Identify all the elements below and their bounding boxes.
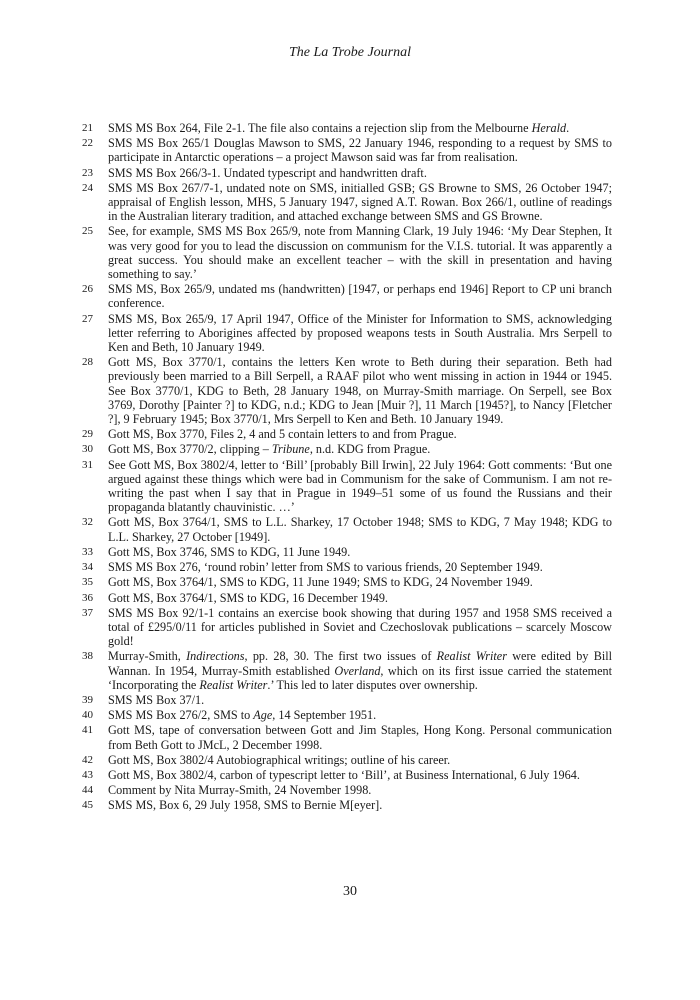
endnote: [82, 355, 612, 426]
text-run: SMS MS Box 92/1-1 contains an exercise book showing that during 1957 and 1958 SMS received a total of £295/0/11 for articles published in Soviet and Czechoslovak publications – scarcely Moscow gold!: [108, 605, 612, 649]
endnote-number: 25: [82, 225, 93, 238]
text-run: See Gott MS, Box 3802/4, letter to ‘Bill’ [probably Bill Irwin], 22 July 1964: Gott comments: ‘But one argued against these things which were bad in Communism for the sake of Communism. I am not re-writing the past when I say that in Prague in 1949–51 some of us found the Russians and their propaganda blatantly chauvinistic. …’: [108, 457, 612, 515]
endnote-number: 29: [82, 428, 93, 441]
text-run: Murray-Smith,: [108, 649, 187, 664]
running-head: The La Trobe Journal: [289, 45, 411, 60]
endnote-number: 35: [82, 576, 93, 589]
text-run: SMS MS, Box 265/9, undated ms (handwritten) [1947, or perhaps end 1946] Report to CP uni branch conference.: [108, 282, 612, 311]
endnote-text: [108, 753, 612, 767]
endnote-number: 32: [82, 516, 93, 529]
endnote: [82, 798, 612, 812]
text-run: SMS MS Box 276, ‘round robin’ letter from SMS to various friends, 20 September 1949.: [108, 560, 543, 575]
endnote: [82, 515, 612, 543]
page-number: 30: [343, 884, 357, 899]
endnote-number: 28: [82, 356, 93, 369]
endnote: [82, 224, 612, 281]
endnote-text: [108, 224, 612, 281]
endnote-number: 38: [82, 650, 93, 663]
text-run: SMS MS Box 37/1.: [108, 692, 205, 707]
endnote: [82, 783, 612, 797]
endnote: [82, 166, 612, 180]
text-run: Gott MS, Box 3764/1, SMS to KDG, 16 December 1949.: [108, 590, 388, 605]
endnote-text: [108, 693, 612, 707]
endnote: [82, 591, 612, 605]
text-run: SMS MS Box 264, File 2-1. The file also contains a rejection slip from the Melbourne: [108, 121, 532, 135]
endnote: [82, 442, 612, 456]
endnote: [82, 181, 612, 224]
text-run: SMS MS, Box 6, 29 July 1958, SMS to Bernie M[eyer].: [108, 798, 383, 813]
endnote-number: 42: [82, 753, 93, 766]
endnote: [82, 427, 612, 441]
text-run: SMS MS Box 265/1 Douglas Mawson to SMS, 22 January 1946, responding to a request by SMS to participate in Antarctic operations – a project Mawson said was far from realisation.: [108, 136, 612, 165]
endnote: [82, 121, 612, 135]
endnote-number: 24: [82, 181, 93, 194]
italic-title: Tribune: [271, 442, 310, 457]
endnote: [82, 723, 612, 751]
endnote: [82, 136, 612, 164]
text-run: , which on its first issue carried the statement ‘Incorporating the: [108, 663, 612, 692]
text-run: SMS MS Box 267/7-1, undated note on SMS, initialled GSB; GS Browne to SMS, 26 October 1947; appraisal of English lesson, MHS, 5 January 1947, signed A.T. Rowan. Box 266/1, outline of readings in the Australian literary tradition, and attached exchange between SMS and GS Browne.: [108, 180, 612, 224]
italic-title: Realist Writer: [199, 677, 268, 692]
text-run: Gott MS, tape of conversation between Gott and Jim Staples, Hong Kong. Personal communication from Beth Gott to JMcL, 2 December 1998.: [108, 723, 612, 752]
endnote-number: 30: [82, 443, 93, 456]
text-run: Gott MS, Box 3770/1, contains the letters Ken wrote to Beth during their separation. Beth had previously been married to a Bill Serpell, a RAAF pilot who went missing in action in 1944 or 1945. See Box 3770/1, KDG to Beth, 28 January 1948, on Murray-Smith marriage. On Serpell, see Box 3769, Dorothy [Painter ?] to KDG, n.d.; KDG to Jean [Muir ?], 11 March [1945?], to Nancy [Fletcher ?], 9 February 1945; Box 3770/1, Mrs Serpell to Ken and Beth. 10 January 1949.: [108, 355, 612, 427]
endnote-text: [108, 181, 612, 224]
endnote: [82, 693, 612, 707]
text-run: SMS MS, Box 265/9, 17 April 1947, Office of the Minister for Information to SMS, acknowledging letter referring to Aborigines affected by proposed weapons tests in South Australia. Mrs Serpell to Ken and Beth, 10 January 1949.: [108, 311, 612, 355]
endnote-number: 23: [82, 166, 93, 179]
italic-title: Indirections: [186, 649, 245, 664]
endnote-text: [108, 282, 612, 310]
text-run: Comment by Nita Murray-Smith, 24 November 1998.: [108, 783, 372, 798]
endnote: [82, 545, 612, 559]
endnote-text: [108, 575, 612, 589]
endnote-number: 44: [82, 784, 93, 797]
endnote-text: [108, 708, 612, 722]
endnote-text: [108, 723, 612, 751]
endnote-number: 26: [82, 283, 93, 296]
italic-title: Herald: [531, 121, 567, 135]
endnote: [82, 560, 612, 574]
italic-title: Age: [253, 708, 273, 723]
endnote-number: 41: [82, 724, 93, 737]
endnote-number: 43: [82, 768, 93, 781]
endnote-text: [108, 545, 612, 559]
endnote-number: 33: [82, 545, 93, 558]
endnote-number: 40: [82, 709, 93, 722]
endnote-number: 27: [82, 312, 93, 325]
endnote-number: 34: [82, 561, 93, 574]
endnote: [82, 458, 612, 515]
text-run: SMS MS Box 266/3-1. Undated typescript and handwritten draft.: [108, 165, 427, 180]
endnote-number: 39: [82, 693, 93, 706]
text-run: .’ This led to later disputes over ownership.: [267, 677, 478, 692]
endnote-text: [108, 649, 612, 692]
endnote-text: [108, 121, 612, 135]
endnote-text: [108, 166, 612, 180]
endnote-number: 36: [82, 591, 93, 604]
endnote-number: 37: [82, 606, 93, 619]
endnote: [82, 649, 612, 692]
text-run: Gott MS, Box 3770, Files 2, 4 and 5 contain letters to and from Prague.: [108, 427, 457, 442]
endnote-text: [108, 442, 612, 456]
endnote-number: 22: [82, 137, 93, 150]
endnote-text: [108, 591, 612, 605]
text-run: were edited by Bill Wannan. In 1954, Murray-Smith established: [108, 649, 612, 678]
endnote-text: [108, 515, 612, 543]
endnote-text: [108, 312, 612, 355]
endnote: [82, 708, 612, 722]
italic-title: Realist Writer: [436, 649, 507, 664]
text-run: , n.d. KDG from Prague.: [309, 442, 431, 457]
endnote: [82, 606, 612, 649]
text-run: Gott MS, Box 3764/1, SMS to L.L. Sharkey, 17 October 1948; SMS to KDG, 7 May 1948; KDG to L.L. Sharkey, 27 October [1949].: [108, 515, 612, 544]
endnote-text: [108, 458, 612, 515]
endnote-text: [108, 798, 612, 812]
text-run: See, for example, SMS MS Box 265/9, note from Manning Clark, 19 July 1946: ‘My Dear Stephen, It was very good for you to lead the discussion on communism for the V.I.S. tutorial. It was apparently a great success. You should make an excellent teacher – with the skill in presentation and having something to say.’: [108, 224, 612, 282]
endnote-text: [108, 355, 612, 426]
text-run: , 14 September 1951.: [272, 708, 377, 723]
text-run: Gott MS, Box 3770/2, clipping –: [108, 442, 272, 457]
endnote-number: 45: [82, 799, 93, 812]
endnote-text: [108, 606, 612, 649]
text-run: SMS MS Box 276/2, SMS to: [108, 708, 254, 723]
text-run: Gott MS, Box 3802/4, carbon of typescript letter to ‘Bill’, at Business International, 6 July 1964.: [108, 767, 580, 782]
endnotes-list: [82, 121, 612, 814]
text-run: Gott MS, Box 3764/1, SMS to KDG, 11 June 1949; SMS to KDG, 24 November 1949.: [108, 575, 533, 590]
endnote: [82, 282, 612, 310]
italic-title: Overland: [334, 663, 381, 678]
endnote-number: 31: [82, 458, 93, 471]
endnote: [82, 768, 612, 782]
endnote: [82, 753, 612, 767]
endnote: [82, 312, 612, 355]
endnote-text: [108, 427, 612, 441]
endnote-number: 21: [82, 122, 93, 134]
text-run: , pp. 28, 30. The first two issues of: [244, 649, 437, 664]
text-run: Gott MS, Box 3746, SMS to KDG, 11 June 1949.: [108, 544, 351, 559]
endnote: [82, 575, 612, 589]
endnote-text: [108, 783, 612, 797]
text-run: .: [566, 121, 570, 135]
endnote-text: [108, 768, 612, 782]
endnote-text: [108, 560, 612, 574]
endnote-text: [108, 136, 612, 164]
text-run: Gott MS, Box 3802/4 Autobiographical writings; outline of his career.: [108, 752, 451, 767]
